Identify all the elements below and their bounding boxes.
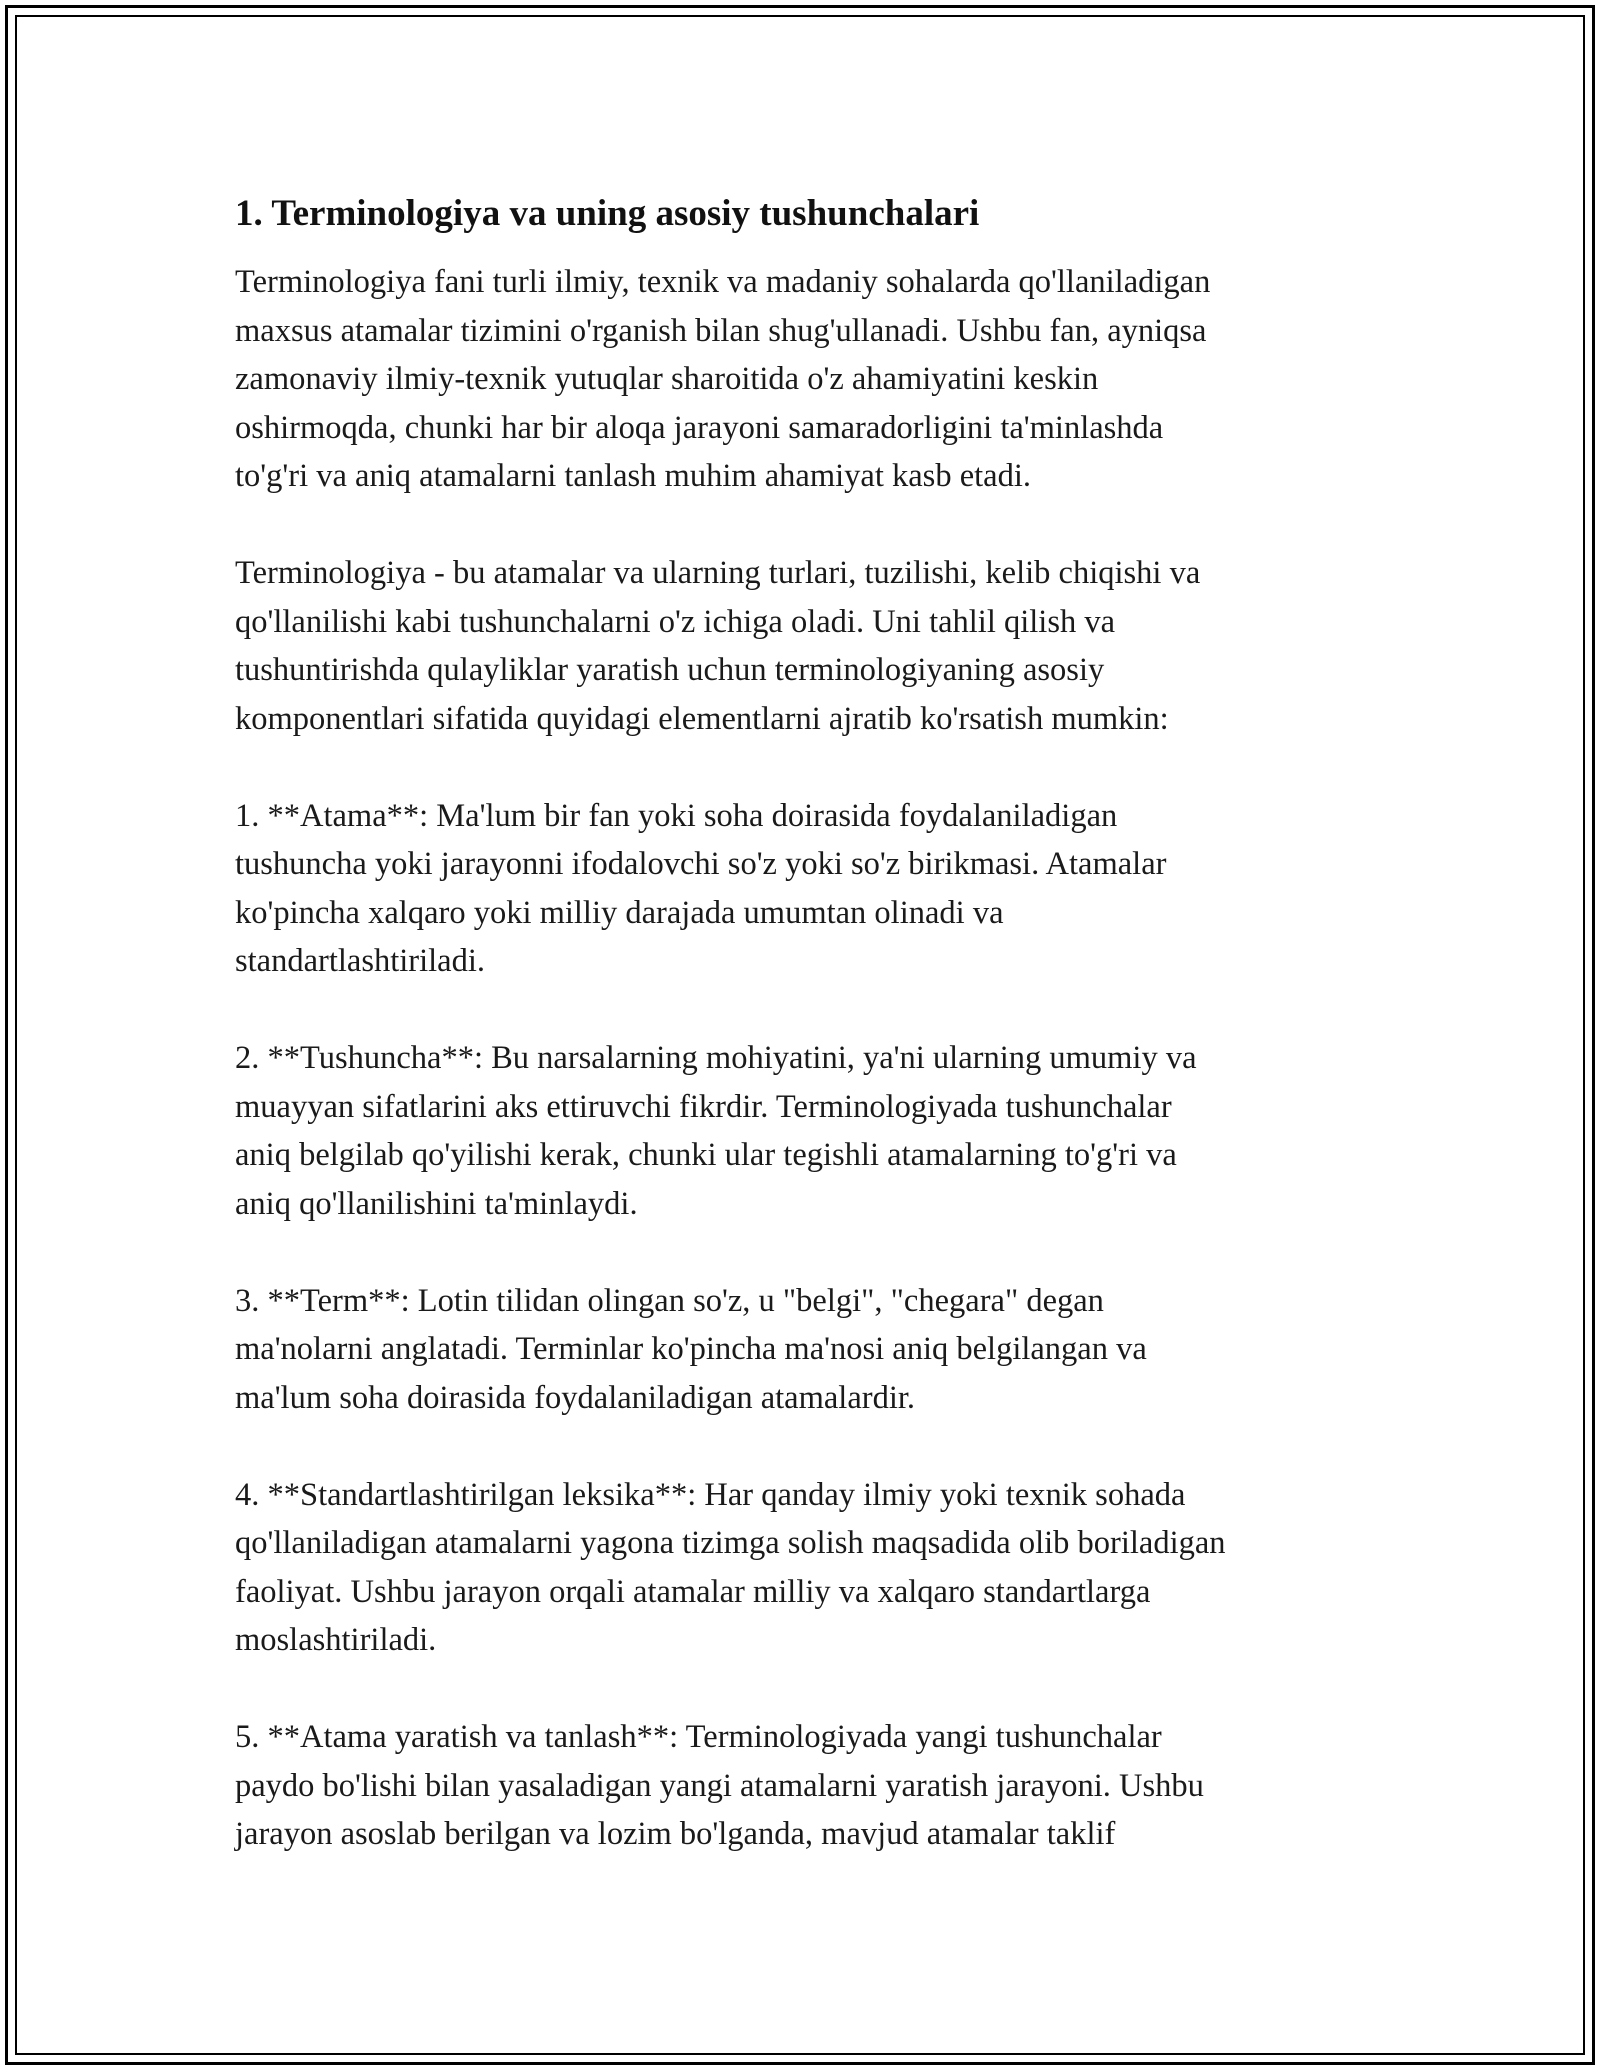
paragraph-intro: Terminologiya fani turli ilmiy, texnik va madaniy sohalarda qo'llaniladigan maxsus atamalar tizimini o'rganish bilan shug'ullanadi. Ushbu fan, ayniqsa zamonaviy ilmiy-texnik yutuqlar sharoitida o'z ahamiyatini keskin oshirmoqda, chunki har bir aloqa jarayoni samaradorligini ta'minlashda to'g'ri va aniq atamalarni tanlash muhim ahamiyat kasb etadi. xyxy=(235,264,1211,494)
list-item-atama: 1. **Atama**: Ma'lum bir fan yoki soha doirasida foydalaniladigan tushuncha yoki jarayonni ifodalovchi so'z yoki so'z birikmasi. Atamalar ko'pincha xalqaro yoki milliy darajada umumtan olinadi va standartlashtiriladi. xyxy=(235,797,1167,979)
document-body xyxy=(235,190,1375,1859)
paragraph-definition: Terminologiya - bu atamalar va ularning turlari, tuzilishi, kelib chiqishi va qo'llanilishi kabi tushunchalarni o'z ichiga oladi. Uni tahlil qilish va tushuntirishda qulayliklar yaratish uchun terminologiyaning asosiy komponentlari sifatida quyidagi elementlarni ajratib ko'rsatish mumkin: xyxy=(235,555,1201,737)
list-item-tushuncha: 2. **Tushuncha**: Bu narsalarning mohiyatini, ya'ni ularning umumiy va muayyan sifatlarini aks ettiruvchi fikrdir. Terminologiyada tushunchalar aniq belgilab qo'yilishi kerak, chunki ular tegishli atamalarning to'g'ri va aniq qo'llanilishini ta'minlaydi. xyxy=(235,1040,1197,1222)
list-item-term: 3. **Term**: Lotin tilidan olingan so'z, u "belgi", "chegara" degan ma'nolarni anglatadi. Terminlar ko'pincha ma'nosi aniq belgilangan va ma'lum soha doirasida foydalaniladigan atamalardir. xyxy=(235,1282,1147,1416)
list-item-standartlashtirilgan-leksika: 4. **Standartlashtirilgan leksika**: Har qanday ilmiy yoki texnik sohada qo'llaniladigan atamalarni yagona tizimga solish maqsadida olib boriladigan faoliyat. Ushbu jarayon orqali atamalar milliy va xalqaro standartlarga moslashtiriladi. xyxy=(235,1476,1226,1658)
list-item-atama-yaratish: 5. **Atama yaratish va tanlash**: Terminologiyada yangi tushunchalar paydo bo'lishi bilan yasaladigan yangi atamalarni yaratish jarayoni. Ushbu jarayon asoslab berilgan va lozim bo'lganda, mavjud atamalar taklif xyxy=(235,1719,1204,1852)
section-heading: 1. Terminologiya va uning asosiy tushunchalari xyxy=(235,193,980,234)
paragraph-list xyxy=(235,258,1375,1859)
